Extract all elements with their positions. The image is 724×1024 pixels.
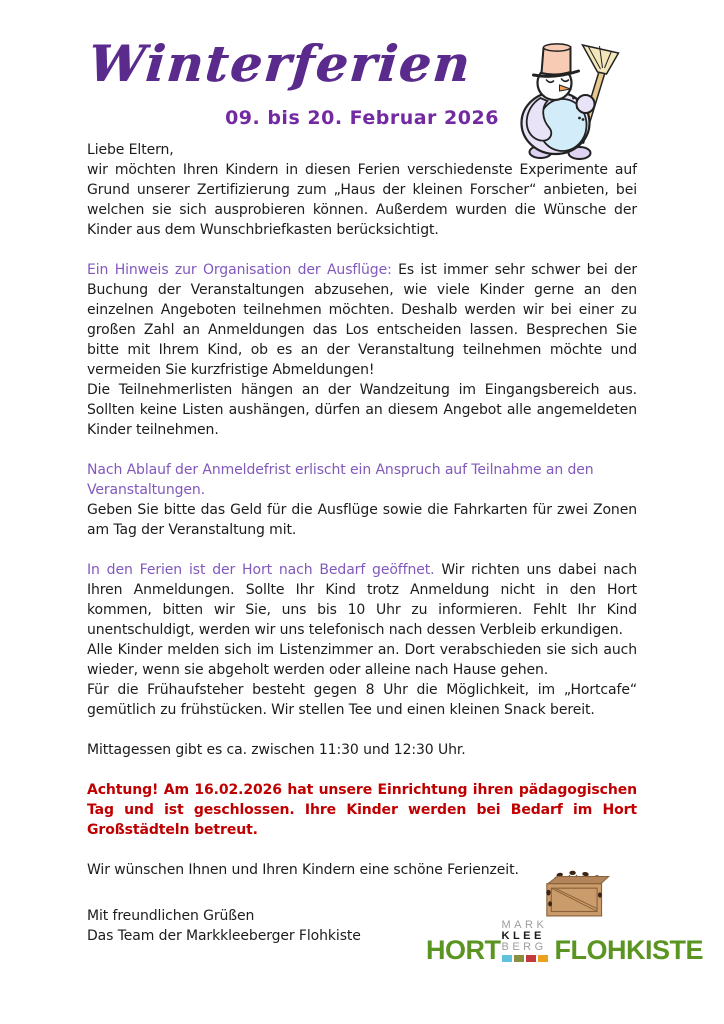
letter-body <box>87 140 637 946</box>
salutation: Liebe Eltern, <box>87 142 174 158</box>
logo-klee: KLEE <box>501 930 545 942</box>
logo-mark: MARK <box>501 919 548 931</box>
date-range: 09. bis 20. Februar 2026 <box>225 107 499 129</box>
paragraph-geld: Geben Sie bitte das Geld für die Ausflüge sowie die Fahrkarten für zwei Zonen am Tag der Veranstaltung mit. <box>87 502 637 538</box>
paragraph-achtung: Achtung! Am 16.02.2026 hat unsere Einrichtung ihren pädagogischen Tag und ist geschlossen. Ihre Kinder werden bei Bedarf im Hort Großstädteln betreut. <box>87 782 637 838</box>
letter-header <box>0 0 724 138</box>
paragraph-hortcafe: Für die Frühaufsteher besteht gegen 8 Uhr die Möglichkeit, im „Hortcafe“ gemütlich zu frühstücken. Wir stellen Tee und einen kleinen Snack bereit. <box>87 682 637 718</box>
paragraph-listenzimmer: Alle Kinder melden sich im Listenzimmer an. Dort verabschieden sie sich auch wieder, wenn sie abgeholt werden oder alleine nach Hause gehen. <box>87 642 637 678</box>
logo-square-orange <box>538 955 548 962</box>
logo-markkleeberg <box>502 920 554 962</box>
closing-team: Das Team der Markkleeberger Flohkiste <box>87 928 361 944</box>
inline-heading-ferien: In den Ferien ist der Hort nach Bedarf geöffnet. <box>87 562 435 578</box>
hinweis-body-text: Es ist immer sehr schwer bei der Buchung der Veranstaltungen abzusehen, wie viele Kinder gerne an den einzelnen Angeboten teilnehmen möchten. Deshalb werden wir bei einer zu großen Zahl an Anmeldungen das Los entscheiden lassen. Besprechen Sie bitte mit Ihrem Kind, ob es an der Veranstaltung teilnehmen möchte und vermeiden Sie kurzfristige Abmeldungen! <box>87 262 637 378</box>
logo-berg: BERG <box>501 941 547 953</box>
paragraph-ferien <box>87 560 637 640</box>
logo-wordmark <box>426 919 703 965</box>
ferien-body-text: Wir richten uns dabei nach Ihren Anmeldungen. Sollte Ihr Kind trotz Anmeldung nicht in den Hort kommen, bitten wir Sie, uns bis 10 Uhr zu informieren. Fehlt Ihr Kind unentschuldigt, werden wir uns telefonisch nach dessen Verbleib erkundigen. <box>87 562 637 638</box>
closing-greeting: Mit freundlichen Grüßen <box>87 908 255 924</box>
paragraph-intro: wir möchten Ihren Kindern in diesen Ferien verschiedenste Experimente auf Grund unserer Zertifizierung zum „Haus der kleinen Forscher“ anbieten, bei welchen sie sich ausprobieren können. Außerdem wurden die Wünsche der Kinder aus dem Wunschbriefkasten berücksichtigt. <box>87 162 637 238</box>
logo-flohkiste: FLOHKISTE <box>554 935 703 965</box>
inline-heading-hinweis: Ein Hinweis zur Organisation der Ausflüge: <box>87 262 392 278</box>
paragraph-teilnehmerlisten: Die Teilnehmerlisten hängen an der Wandzeitung im Eingangsbereich aus. Sollten keine Listen aushängen, dürfen an diesem Angebot alle angemeldeten Kinder teilnehmen. <box>87 382 637 438</box>
logo-square-olive <box>514 955 524 962</box>
crate-icon <box>538 866 612 924</box>
paragraph-wunsch: Wir wünschen Ihnen und Ihren Kindern eine schöne Ferienzeit. <box>87 862 519 878</box>
flohkiste-logo <box>426 866 703 970</box>
logo-hort: HORT <box>426 935 501 965</box>
paragraph-mittagessen: Mittagessen gibt es ca. zwischen 11:30 und 12:30 Uhr. <box>87 742 466 758</box>
paragraph-anmeldefrist: Nach Ablauf der Anmeldefrist erlischt ein Anspruch auf Teilnahme an den Veranstaltungen. <box>87 462 594 498</box>
logo-color-squares <box>502 955 554 962</box>
logo-square-red <box>526 955 536 962</box>
paragraph-hinweis <box>87 260 637 380</box>
logo-square-blue <box>502 955 512 962</box>
page-title: Winterferien <box>86 34 474 93</box>
